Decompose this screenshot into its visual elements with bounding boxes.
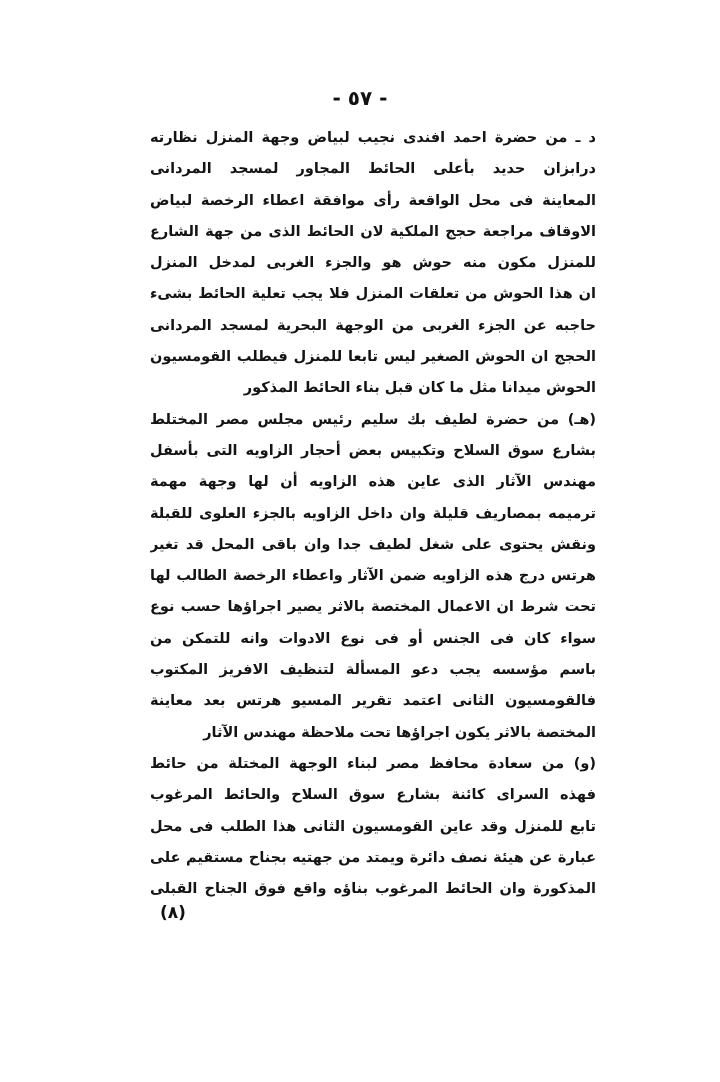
text-line: باسم مؤسسه يجب دعو المسألة لتنظيف الافريز المكتوب [150,662,596,679]
text-line: المختصة بالاثر يكون اجراؤها تحت ملاحظة مهندس الآثار [203,724,596,741]
text-line: د ـ من حضرة احمد افندى نجيب لبياض وجهة المنزل نظارته [150,130,596,146]
text-line: بشارع سوق السلاح وتكبيس بعض أحجار الزاويه التى بأسفل [150,442,596,459]
text-line: (هـ) من حضرة لطيف بك سليم رئيس مجلس مصر المختلط [150,411,596,428]
text-line: سواء كان فى الجنس أو فى نوع الادوات وانه للتمكن من [150,630,596,647]
text-line: للمنزل مكون منه حوش هو والجزء الغربى لمدخل المنزل [150,255,596,272]
text-line: تابع للمنزل وقد عاين القومسيون الثانى هذا الطلب فى محل [150,818,596,835]
signature-mark: (٨) [160,903,186,923]
text-line: هرتس درج هذه الزاويه ضمن الآثار واعطاء الرخصة الطالب لها [150,568,596,585]
text-line: تحت شرط ان الاعمال المختصة بالاثر يصير اجراؤها حسب نوع [150,599,596,616]
text-line: حاجبه عن الجزء الغربى من الوجهة البحرية لمسجد المردانى [150,317,596,334]
text-line: ونقش يحتوى على شغل لطيف جدا وان باقى المحل قد تغير [150,536,596,553]
page-number: - ٥٧ - [332,86,388,110]
text-line: الحجج ان الحوش الصغير ليس تابعا للمنزل فيطلب القومسيون [150,349,596,366]
body-text [150,123,596,905]
text-line: المذكورة وان الحائط المرغوب بناؤه واقع فوق الجناح القبلى [150,881,596,898]
text-line: مهندس الآثار الذى عاين هذه الزاويه أن لها وجهة مهمة [150,474,596,491]
text-line: درابزان حديد بأعلى الحائط المجاور لمسجد المردانى [150,161,596,178]
text-line: (و) من سعادة محافظ مصر لبناء الوجهة المختلة من حائط [150,755,596,772]
text-line: عبارة عن هيئة نصف دائرة ويمتد من جهتيه بجناح مستقيم على [150,849,596,866]
text-line: ترميمه بمصاريف قليلة وان داخل الزاويه بالجزء العلوى للقبلة [150,505,596,522]
text-line: الاوقاف مراجعة حجج الملكية لان الحائط الذى من جهة الشارع [150,223,596,240]
text-line: فهذه السراى كائنة بشارع سوق السلاح والحائط المرغوب [150,787,596,804]
text-line: الحوش ميدانا مثل ما كان قبل بناء الحائط المذكور [243,380,596,397]
text-line: المعاينة فى محل الواقعة رأى موافقة اعطاء الرخصة لبياض [150,192,596,209]
text-line: فالقومسيون الثانى اعتمد تقرير المسيو هرتس بعد معاينة [150,693,596,710]
text-line: ان هذا الحوش من تعلقات المنزل فلا يجب تعلية الحائط بشىء [150,286,596,303]
